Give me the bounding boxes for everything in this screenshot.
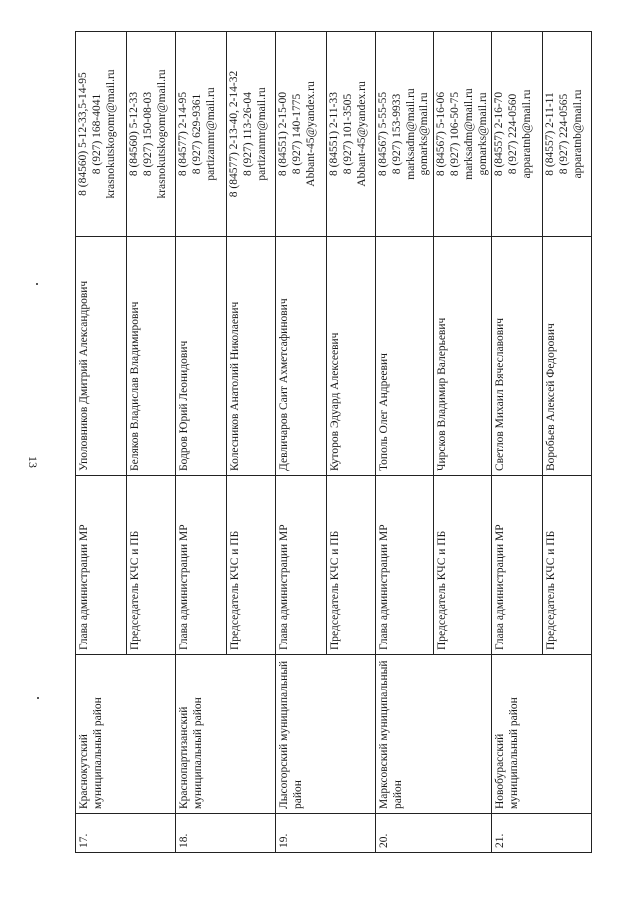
- phone-line: 8 (927) 224-0565: [558, 93, 571, 175]
- phone-line: 8 (84557) 2-11-11: [544, 92, 557, 176]
- phone-line: 8 (927) 168-4041: [90, 93, 103, 175]
- page-number: 13: [26, 456, 40, 468]
- table-row: [492, 32, 543, 853]
- email-line: gomarks@mail.ru: [418, 92, 431, 176]
- position-cell: Председатель КЧС и ПБ: [127, 476, 176, 655]
- position-cell: Председатель КЧС и ПБ: [434, 476, 492, 655]
- row-number: 17.: [76, 814, 176, 853]
- phone-line: 8 (84551) 2-11-33: [328, 92, 340, 176]
- full-name-cell: Девличаров Саит Ахметсафинович: [276, 237, 327, 476]
- phone-line: 8 (84551) 2-15-00: [277, 91, 289, 177]
- table-row: [376, 32, 434, 853]
- contacts-cell: [276, 32, 327, 237]
- phone-line: 8 (927) 101-3505: [341, 93, 354, 175]
- phone-line: 8 (927) 629-9361: [190, 93, 203, 175]
- email-line: marksadm@mail.ru: [404, 88, 417, 180]
- phone-line: 8 (84577) 2-13-40, 2-14-32: [228, 70, 240, 198]
- row-number: 19.: [276, 814, 376, 853]
- position-cell: Председатель КЧС и ПБ: [227, 476, 276, 655]
- district-name: Лысогорский муниципальный район: [276, 655, 376, 814]
- position-cell: Глава администрации МР: [276, 476, 327, 655]
- email-line: krasnokutskogomr@mail.ru: [155, 69, 168, 199]
- position-cell: Глава администрации МР: [176, 476, 227, 655]
- contacts-cell: [76, 32, 127, 237]
- district-name: Марксовский муниципальный район: [376, 655, 492, 814]
- email-line: Abbant-45@yandex.ru: [304, 81, 317, 187]
- phone-line: 8 (927) 224-0560: [507, 93, 520, 175]
- full-name-cell: Воробьев Алексей Федорович: [543, 237, 592, 476]
- full-name-cell: Бодров Юрий Леонидович: [176, 237, 227, 476]
- phone-line: 8 (927) 150-08-03: [141, 91, 154, 177]
- phone-line: 8 (84577) 2-14-95: [177, 91, 189, 177]
- full-name-cell: Тополь Олег Андреевич: [376, 237, 434, 476]
- phone-line: 8 (84560) 5-12-33: [128, 91, 140, 177]
- full-name-cell: Куторов Эдуард Алексеевич: [327, 237, 376, 476]
- contacts-cell: [176, 32, 227, 237]
- contacts-cell: [434, 32, 492, 237]
- full-name-cell: Чирсков Владимир Валерьевич: [434, 237, 492, 476]
- phone-line: 8 (84567) 5-55-55: [377, 91, 389, 177]
- scan-artifact-mark: [36, 283, 38, 285]
- phone-line: 8 (84560) 5-12-33,5-14-95: [77, 72, 89, 196]
- contacts-cell: [127, 32, 176, 237]
- contacts-cell: [327, 32, 376, 237]
- contacts-cell: [543, 32, 592, 237]
- full-name-cell: Уполовников Дмитрий Александрович: [76, 237, 127, 476]
- contacts-table: [75, 31, 592, 853]
- email-line: gomarks@mail.ru: [476, 92, 489, 176]
- row-number: 20.: [376, 814, 492, 853]
- phone-line: 8 (84567) 5-16-06: [435, 91, 448, 177]
- district-name: Краснокутский муниципальный район: [76, 655, 176, 814]
- contacts-cell: [227, 32, 276, 237]
- table-row: [276, 32, 327, 853]
- row-number: 21.: [492, 814, 592, 853]
- table-row: [76, 32, 127, 853]
- full-name-cell: Беляков Владислав Владимирович: [127, 237, 176, 476]
- scan-artifact-mark: [37, 697, 39, 699]
- phone-line: 8 (927) 153-9933: [390, 93, 403, 175]
- district-name: Новобурасский муниципальный район: [492, 655, 592, 814]
- contacts-cell: [376, 32, 434, 237]
- position-cell: Глава администрации МР: [376, 476, 434, 655]
- position-cell: Глава администрации МР: [76, 476, 127, 655]
- table-row: [176, 32, 227, 853]
- phone-line: 8 (84557) 2-16-70: [493, 91, 506, 177]
- full-name-cell: Колесников Анатолий Николаевич: [227, 237, 276, 476]
- position-cell: Глава администрации МР: [492, 476, 543, 655]
- email-line: Abbant-45@yandex.ru: [355, 81, 368, 187]
- email-line: marksadm@mail.ru: [462, 88, 475, 180]
- contacts-cell: [492, 32, 543, 237]
- email-line: apparatnb@mail.ru: [520, 89, 533, 179]
- position-cell: Председатель КЧС и ПБ: [327, 476, 376, 655]
- district-name: Краснопартизанский муниципальный район: [176, 655, 276, 814]
- position-cell: Председатель КЧС и ПБ: [543, 476, 592, 655]
- row-number: 18.: [176, 814, 276, 853]
- contacts-table-rotated: [75, 69, 585, 853]
- phone-line: 8 (927) 113-26-04: [241, 92, 254, 176]
- email-line: partizanmr@mail.ru: [255, 87, 268, 181]
- phone-line: 8 (927) 140-1775: [290, 93, 303, 175]
- email-line: krasnokutskogomr@mail.ru: [104, 69, 117, 199]
- full-name-cell: Светлов Михаил Вячеславович: [492, 237, 543, 476]
- email-line: partizanmr@mail.ru: [204, 87, 217, 181]
- phone-line: 8 (927) 106-50-75: [448, 91, 461, 177]
- email-line: apparatnb@mail.ru: [571, 89, 584, 179]
